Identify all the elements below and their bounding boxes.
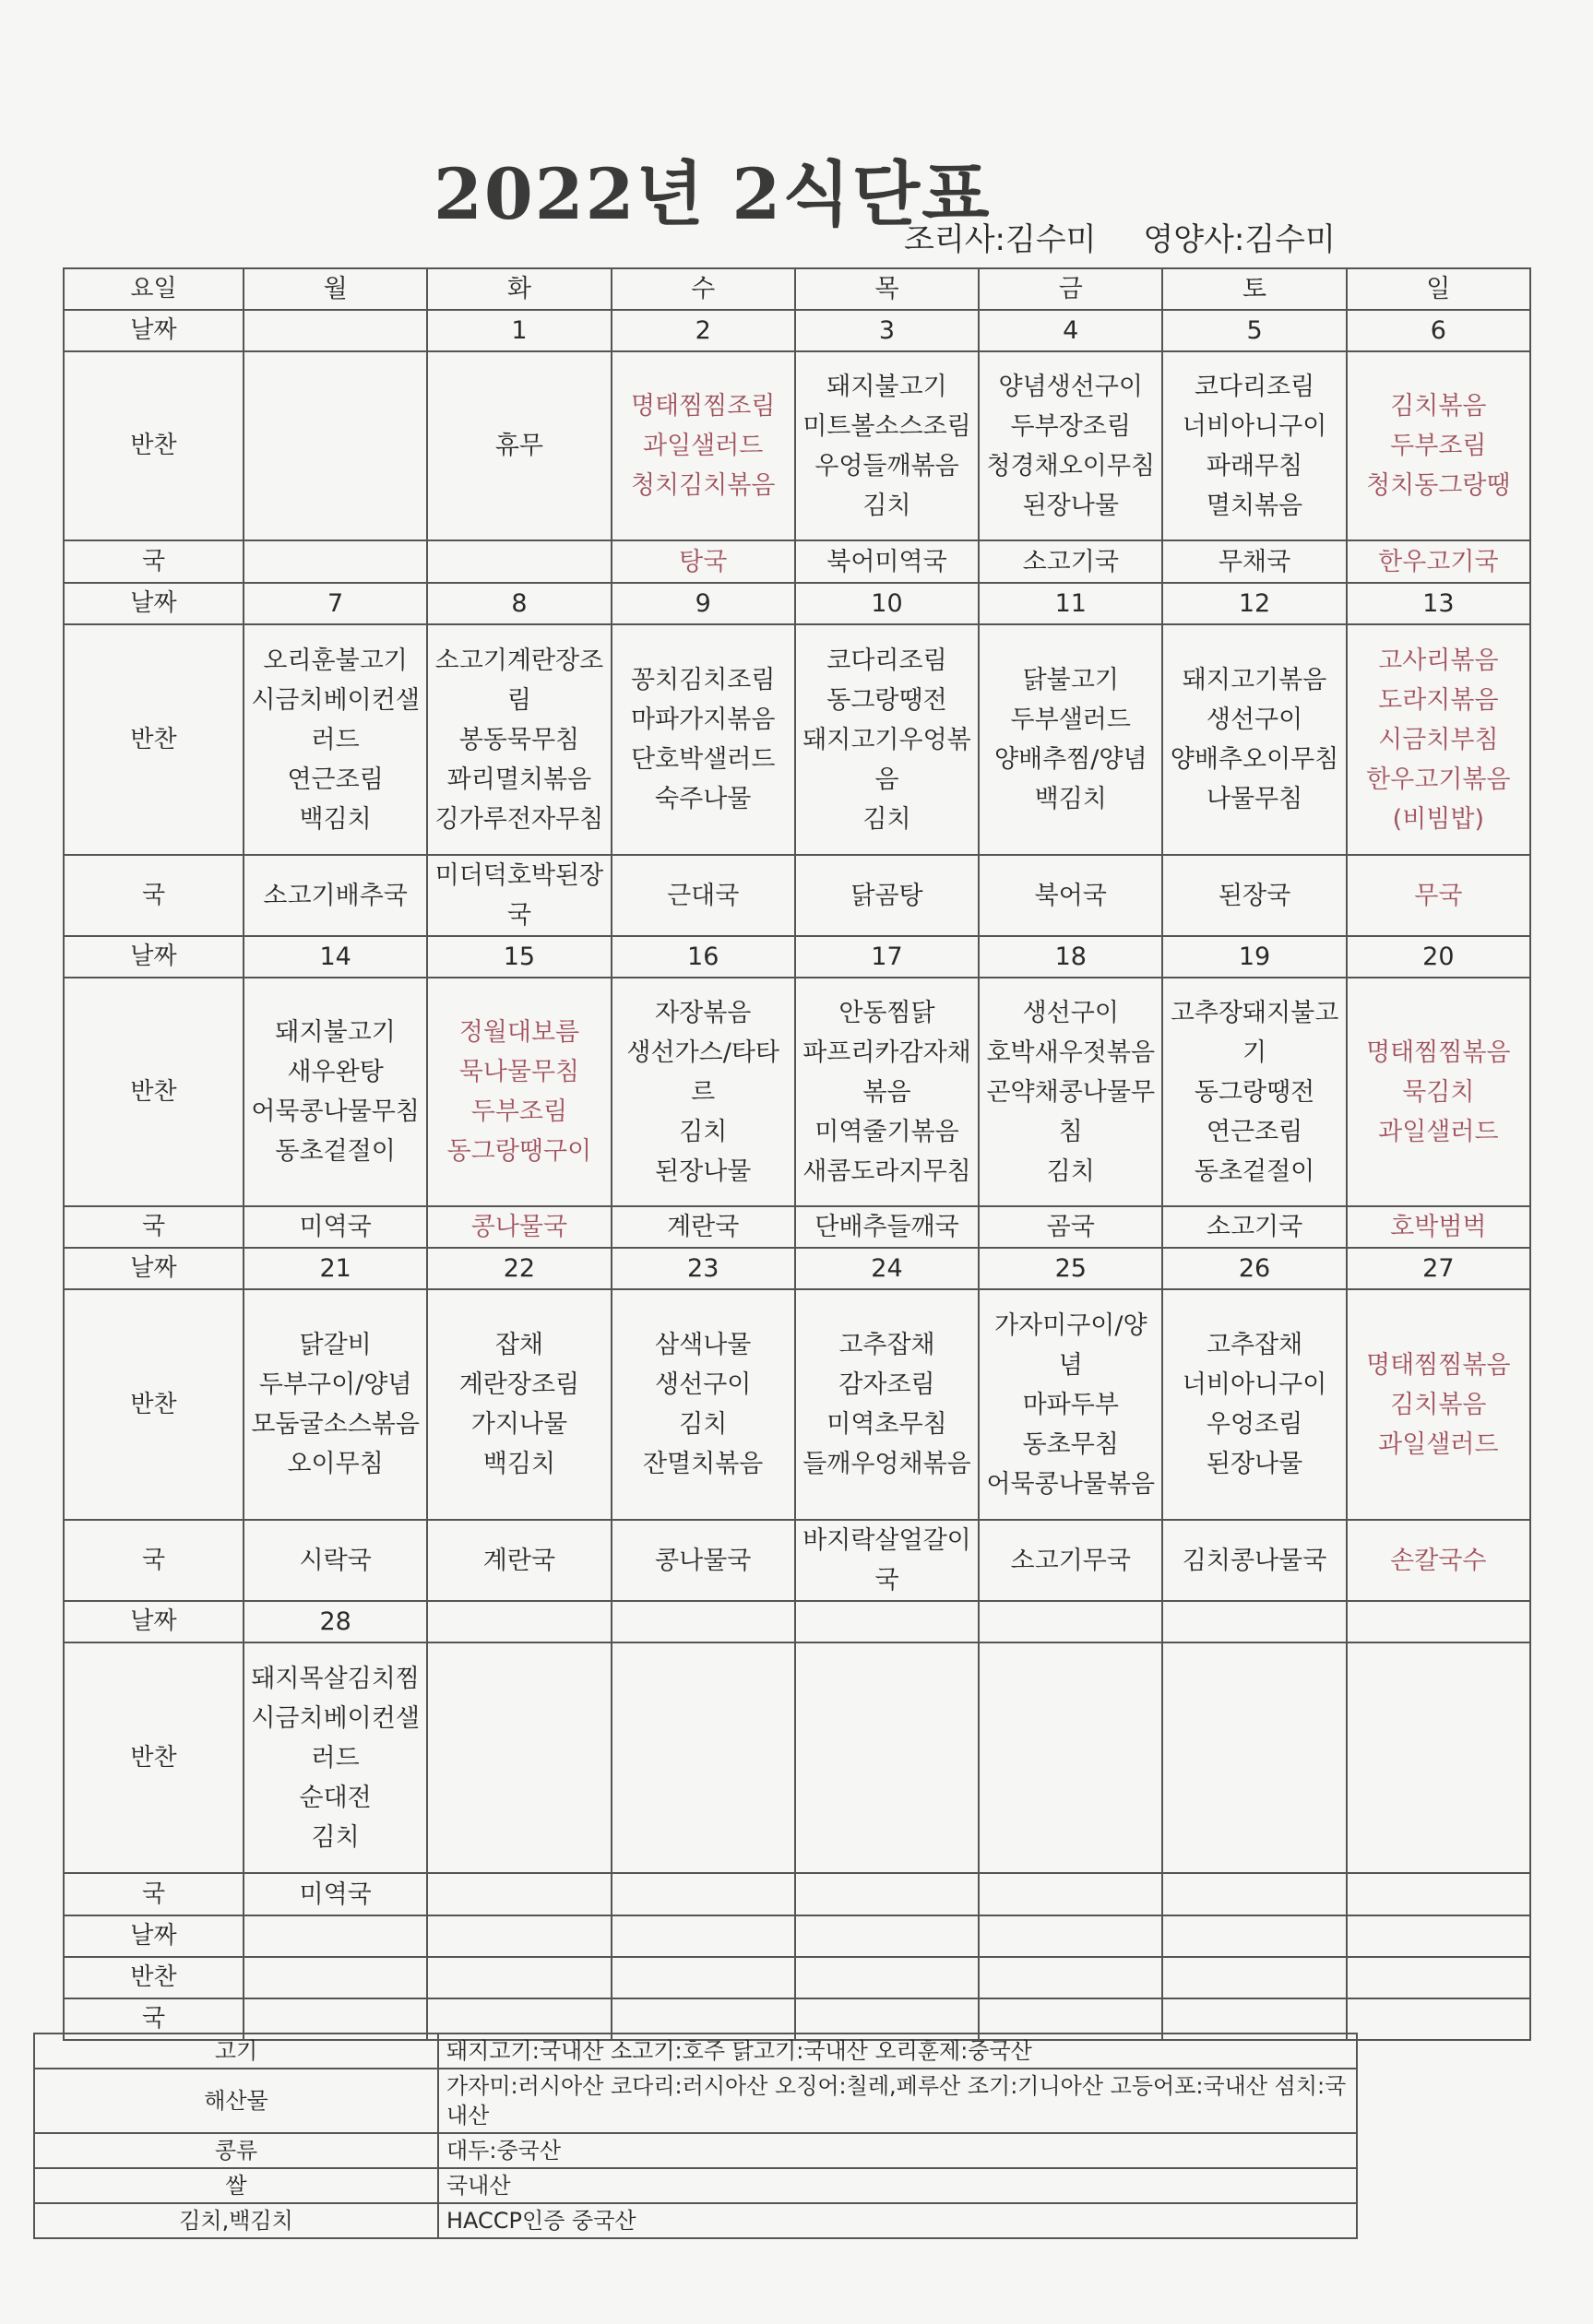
dish-item: 생선구이 [1206,706,1303,734]
date-cell: 19 [1162,936,1346,978]
dish-item: 봉동묵무침 [458,725,580,754]
side-dish-cell [612,351,795,540]
side-label: 반찬 [64,624,244,855]
dish-item: 청치김치볶음 [630,471,776,500]
date-cell: 18 [979,936,1162,978]
dish-item: 김치 [862,491,911,520]
dish-item: 꽁치김치조림 [630,666,776,694]
dish-item: 명태찜찜볶음 [1366,1038,1511,1067]
dish-item: 꽈리멸치볶음 [446,765,592,794]
empty-cell [979,1915,1162,1957]
dish-item: 돼지고기볶음 [1182,666,1327,694]
dish-item: 동그랑땡전 [1194,1077,1315,1107]
dish-item: 들깨우엉채볶음 [802,1450,971,1478]
side-dish-row [64,978,1530,1206]
dish-item: 동그랑땡전 [826,685,947,715]
date-cell [1162,1601,1346,1642]
dish-item: 동그랑땡구이 [446,1137,592,1166]
dish-item: 새우완탕 [287,1058,384,1086]
empty-date-row [64,1915,1530,1957]
dish-item: 김치 [679,1410,728,1439]
soup-cell [979,1873,1162,1915]
dish-item: 동초겉절이 [275,1137,396,1166]
origin-key: 콩류 [34,2133,438,2168]
day-header-cell: 수 [612,268,795,310]
dish-item: 돼지목살김치찜 [251,1664,420,1693]
side-dish-cell [1162,624,1346,855]
dish-item: 동초무침 [1022,1429,1119,1459]
soup-cell [1347,1873,1530,1915]
dish-item: 두부조림 [1390,432,1487,460]
side-dish-cell [795,1289,979,1520]
dish-item: 미트볼소스조림 [802,411,971,441]
side-dish-cell [427,1289,611,1520]
side-dish-cell [1347,1289,1530,1520]
soup-cell: 시락국 [244,1520,427,1601]
date-row [64,1248,1530,1289]
empty-cell [1347,1998,1530,2040]
soup-cell: 소고기무국 [979,1520,1162,1601]
dish-item: 묵나물무침 [458,1058,580,1086]
soup-cell: 소고기국 [979,540,1162,583]
dish-item: 잡채 [494,1331,543,1359]
dish-item: 양배추오이무침 [1170,745,1339,774]
dish-item: 코다리조림 [1194,372,1315,401]
origin-table [33,2033,1358,2239]
soup-cell: 탕국 [612,540,795,583]
dish-item: 동초겉절이 [1194,1156,1315,1186]
date-cell [795,1601,979,1642]
dish-item: 닭갈비 [299,1331,372,1359]
soup-cell [427,1873,611,1915]
date-row [64,310,1530,351]
soup-cell: 미더덕호박된장국 [427,855,611,936]
date-cell: 2 [612,310,795,351]
dish-item: 멸치볶음 [1206,491,1303,520]
date-cell: 1 [427,310,611,351]
date-cell: 26 [1162,1248,1346,1289]
empty-cell [244,1915,427,1957]
side-dish-cell [244,1642,427,1873]
date-label: 날짜 [64,936,244,978]
date-label: 날짜 [64,310,244,351]
side-dish-cell [795,978,979,1206]
date-cell [979,1601,1162,1642]
dish-item: 양배추찜/양념 [993,745,1147,774]
origin-row [34,2203,1357,2238]
dish-item: 김치 [862,804,911,834]
soup-cell [244,540,427,583]
date-cell: 15 [427,936,611,978]
side-dish-row [64,624,1530,855]
side-dish-cell [427,1642,611,1873]
side-dish-cell [1347,978,1530,1206]
page-title: 2022년 2식단표 [434,153,992,235]
soup-label: 국 [64,1206,244,1248]
empty-cell [1162,1957,1346,1998]
side-dish-cell [1347,1642,1530,1873]
date-label: 날짜 [64,583,244,624]
dish-item: 시금치베이컨샐러드 [251,1703,420,1773]
dish-item: 코다리조림 [826,646,947,675]
dish-item: 돼지불고기 [275,1018,396,1047]
dish-item: 청경채오이무침 [986,451,1156,480]
dish-item: 안동찜닭 [838,998,935,1027]
dish-item: 한우고기볶음 [1366,765,1511,794]
soup-cell: 바지락살얼갈이국 [795,1520,979,1601]
side-dish-cell [1162,978,1346,1206]
dish-item: 시금치부침 [1378,725,1499,754]
side-dish-cell [612,1289,795,1520]
side-dish-cell [427,624,611,855]
dish-item: 시금치베이컨샐러드 [251,685,420,754]
dish-item: 김치 [1046,1156,1095,1186]
empty-side-row [64,1957,1530,1998]
soup-label: 국 [64,1873,244,1915]
origin-row [34,2034,1357,2069]
soup-row [64,1206,1530,1248]
side-dish-cell [979,351,1162,540]
soup-row [64,540,1530,583]
dish-item: 깅가루전자무침 [434,804,604,834]
day-header-row [64,268,1530,310]
side-label: 반찬 [64,978,244,1206]
side-dish-cell [244,351,427,540]
soup-cell: 손칼국수 [1347,1520,1530,1601]
origin-key: 해산물 [34,2069,438,2133]
dish-item: 오이무침 [287,1450,384,1478]
origin-row [34,2133,1357,2168]
side-label: 반찬 [64,1289,244,1520]
side-dish-cell [1162,1642,1346,1873]
dish-item: 연근조림 [287,765,384,794]
dish-item: 가지나물 [470,1410,568,1439]
dish-item: 단호박샐러드 [630,745,776,774]
dish-item: 자장볶음 [655,998,752,1027]
side-dish-cell [795,1642,979,1873]
dish-item: 휴무 [494,432,543,460]
soup-row [64,1873,1530,1915]
dish-item: 생선구이 [1022,998,1119,1027]
dish-item: 고추잡채 [838,1331,935,1359]
side-dish-cell [795,624,979,855]
day-header-cell: 금 [979,268,1162,310]
soup-cell: 김치콩나물국 [1162,1520,1346,1601]
soup-row [64,1520,1530,1601]
dish-item: 두부장조림 [1010,411,1131,441]
date-row [64,1601,1530,1642]
side-dish-cell [979,978,1162,1206]
dish-item: 과일샐러드 [1378,1117,1499,1146]
side-dish-cell [612,624,795,855]
dish-item: 파프리카감자채볶음 [802,1038,971,1107]
side-label: 반찬 [64,1642,244,1873]
dish-item: 고추잡채 [1206,1331,1303,1359]
day-header-cell: 목 [795,268,979,310]
dish-item: 된장나물 [655,1156,752,1186]
date-cell: 28 [244,1601,427,1642]
dish-item: 계란장조림 [458,1370,580,1399]
staff-line [904,214,1373,259]
date-cell [612,1601,795,1642]
dish-item: 나물무침 [1206,785,1303,813]
side-label: 반찬 [64,351,244,540]
date-cell: 25 [979,1248,1162,1289]
meal-table [63,267,1531,2041]
dish-item: 호박새우젓볶음 [986,1038,1156,1067]
dish-item: 돼지고기우엉볶음 [802,725,971,794]
dish-item: 김치볶음 [1390,392,1487,421]
soup-cell: 북어국 [979,855,1162,936]
soup-cell [427,540,611,583]
dish-item: 명태찜찜볶음 [1366,1350,1511,1380]
dish-item: 감자조림 [838,1370,935,1399]
day-header-cell: 월 [244,268,427,310]
date-cell: 9 [612,583,795,624]
origin-row [34,2069,1357,2133]
origin-value: HACCP인증 중국산 [438,2203,1357,2238]
side-label: 반찬 [64,1957,244,1998]
origin-value: 대두:중국산 [438,2133,1357,2168]
empty-cell [1162,1915,1346,1957]
empty-cell [427,1915,611,1957]
soup-label: 국 [64,1520,244,1601]
date-cell: 13 [1347,583,1530,624]
soup-cell: 미역국 [244,1873,427,1915]
dish-item: 고추장돼지불고기 [1170,998,1339,1067]
origin-key: 김치,백김치 [34,2203,438,2238]
date-cell: 27 [1347,1248,1530,1289]
side-dish-cell [979,1642,1162,1873]
dish-item: 된장나물 [1022,491,1119,520]
dish-item: 너비아니구이 [1182,1370,1327,1399]
dish-item: 청치동그랑땡 [1366,471,1511,500]
side-dish-cell [427,978,611,1206]
side-dish-cell [979,1289,1162,1520]
side-dish-cell [1162,351,1346,540]
dish-item: 두부조림 [470,1097,568,1126]
dish-item: 숙주나물 [655,785,752,813]
dish-item: 모둠굴소스볶음 [251,1410,420,1439]
origin-key: 고기 [34,2034,438,2069]
dish-item: 순대전 [299,1783,372,1812]
dish-item: 고사리볶음 [1378,646,1499,675]
dish-item: 도라지볶음 [1378,685,1499,715]
origin-row [34,2168,1357,2203]
origin-value: 돼지고기:국내산 소고기:호주 닭고기:국내산 오리훈제:중국산 [438,2034,1357,2069]
dish-item: 우엉들깨볶음 [814,451,959,480]
dish-item: 마파가지볶음 [630,706,776,734]
dish-item: 마파두부 [1022,1390,1119,1419]
soup-cell: 북어미역국 [795,540,979,583]
date-cell: 21 [244,1248,427,1289]
soup-label: 국 [64,540,244,583]
soup-cell [612,1873,795,1915]
dish-item: 어묵콩나물볶음 [986,1469,1156,1499]
dish-item: 과일샐러드 [1378,1429,1499,1459]
soup-label: 국 [64,1998,244,2040]
dish-item: 파래무침 [1206,451,1303,480]
date-cell: 3 [795,310,979,351]
date-cell: 14 [244,936,427,978]
day-header-cell: 일 [1347,268,1530,310]
date-cell: 12 [1162,583,1346,624]
side-dish-cell [612,1642,795,1873]
date-row [64,583,1530,624]
side-dish-cell [795,351,979,540]
side-dish-cell [1162,1289,1346,1520]
soup-cell: 소고기국 [1162,1206,1346,1248]
side-dish-row [64,1289,1530,1520]
dish-item: 김치볶음 [1390,1390,1487,1419]
soup-row [64,855,1530,936]
dish-item: 양념생선구이 [998,372,1144,401]
date-cell: 4 [979,310,1162,351]
soup-cell: 소고기배추국 [244,855,427,936]
date-cell: 23 [612,1248,795,1289]
date-cell: 17 [795,936,979,978]
date-cell: 8 [427,583,611,624]
soup-cell: 호박범벅 [1347,1206,1530,1248]
soup-cell: 계란국 [427,1520,611,1601]
date-cell: 7 [244,583,427,624]
date-label: 날짜 [64,1915,244,1957]
side-dish-cell [1347,624,1530,855]
dish-item: 새콤도라지무침 [802,1156,971,1186]
dish-item: 미역초무침 [826,1410,947,1439]
dish-item: 가자미구이/양념 [993,1310,1147,1380]
dish-item: 백김치 [482,1450,556,1478]
date-cell: 5 [1162,310,1346,351]
date-cell [1347,1601,1530,1642]
date-cell: 24 [795,1248,979,1289]
date-cell: 10 [795,583,979,624]
soup-cell: 근대국 [612,855,795,936]
soup-cell [795,1873,979,1915]
dish-item: 생선가스/타타르 [626,1038,779,1107]
soup-cell: 한우고기국 [1347,540,1530,583]
dish-item: 삼색나물 [655,1331,752,1359]
soup-cell: 곰국 [979,1206,1162,1248]
soup-cell: 콩나물국 [612,1520,795,1601]
day-header-cell: 화 [427,268,611,310]
side-dish-cell [244,1289,427,1520]
dish-item: 우엉조림 [1206,1410,1303,1439]
date-cell: 16 [612,936,795,978]
cook-name: 조리사:김수미 [904,221,1097,258]
soup-cell: 닭곰탕 [795,855,979,936]
soup-cell: 미역국 [244,1206,427,1248]
dish-item: 김치 [311,1822,360,1852]
dish-item: 두부샐러드 [1010,706,1131,734]
dish-item: 닭불고기 [1022,666,1119,694]
origin-value: 가자미:러시아산 코다리:러시아산 오징어:칠레,페루산 조기:기니아산 고등어포:국내산 섬치:국내산 [438,2069,1357,2133]
soup-cell: 단배추들깨국 [795,1206,979,1248]
date-cell [244,310,427,351]
soup-cell: 무국 [1347,855,1530,936]
empty-cell [427,1957,611,1998]
origin-key: 쌀 [34,2168,438,2203]
date-label: 날짜 [64,1601,244,1642]
side-dish-cell [1347,351,1530,540]
soup-cell: 콩나물국 [427,1206,611,1248]
date-cell: 22 [427,1248,611,1289]
dish-item: 소고기계란장조림 [434,646,604,715]
dish-item: 김치 [679,1117,728,1146]
day-header-cell: 토 [1162,268,1346,310]
date-cell: 11 [979,583,1162,624]
empty-cell [1347,1957,1530,1998]
empty-cell [612,1915,795,1957]
dish-item: 명태찜찜조림 [630,392,776,421]
day-label: 요일 [64,268,244,310]
dish-item: 돼지불고기 [826,372,947,401]
soup-label: 국 [64,855,244,936]
dish-item: 오리훈불고기 [263,646,408,675]
dish-item: 생선구이 [655,1370,752,1399]
side-dish-cell [244,978,427,1206]
dish-item: 어묵콩나물무침 [251,1097,420,1126]
empty-cell [795,1915,979,1957]
dish-item: 된장나물 [1206,1450,1303,1478]
side-dish-cell [979,624,1162,855]
empty-cell [1347,1915,1530,1957]
dish-item: 백김치 [1034,785,1107,813]
date-cell: 20 [1347,936,1530,978]
side-dish-row [64,351,1530,540]
nutritionist-name: 영양사:김수미 [1143,221,1336,258]
side-dish-row [64,1642,1530,1873]
side-dish-cell [244,624,427,855]
date-label: 날짜 [64,1248,244,1289]
origin-value: 국내산 [438,2168,1357,2203]
dish-item: 잔멸치볶음 [642,1450,764,1478]
dish-item: 정월대보름 [458,1018,580,1047]
empty-cell [979,1957,1162,1998]
side-dish-cell [427,351,611,540]
dish-item: 곤약채콩나물무침 [986,1077,1156,1146]
empty-cell [795,1957,979,1998]
dish-item: 백김치 [299,804,372,834]
dish-item: 과일샐러드 [642,432,764,460]
dish-item: 미역줄기볶음 [814,1117,959,1146]
soup-cell: 된장국 [1162,855,1346,936]
empty-cell [612,1957,795,1998]
soup-cell [1162,1873,1346,1915]
dish-item: 너비아니구이 [1182,411,1327,441]
side-dish-cell [612,978,795,1206]
soup-cell: 계란국 [612,1206,795,1248]
dish-item: (비빔밥) [1392,804,1484,834]
dish-item: 두부구이/양념 [258,1370,412,1399]
empty-cell [244,1957,427,1998]
dish-item: 연근조림 [1206,1117,1303,1146]
date-cell [427,1601,611,1642]
soup-cell: 무채국 [1162,540,1346,583]
date-cell: 6 [1347,310,1530,351]
date-row [64,936,1530,978]
dish-item: 묵김치 [1402,1077,1475,1107]
